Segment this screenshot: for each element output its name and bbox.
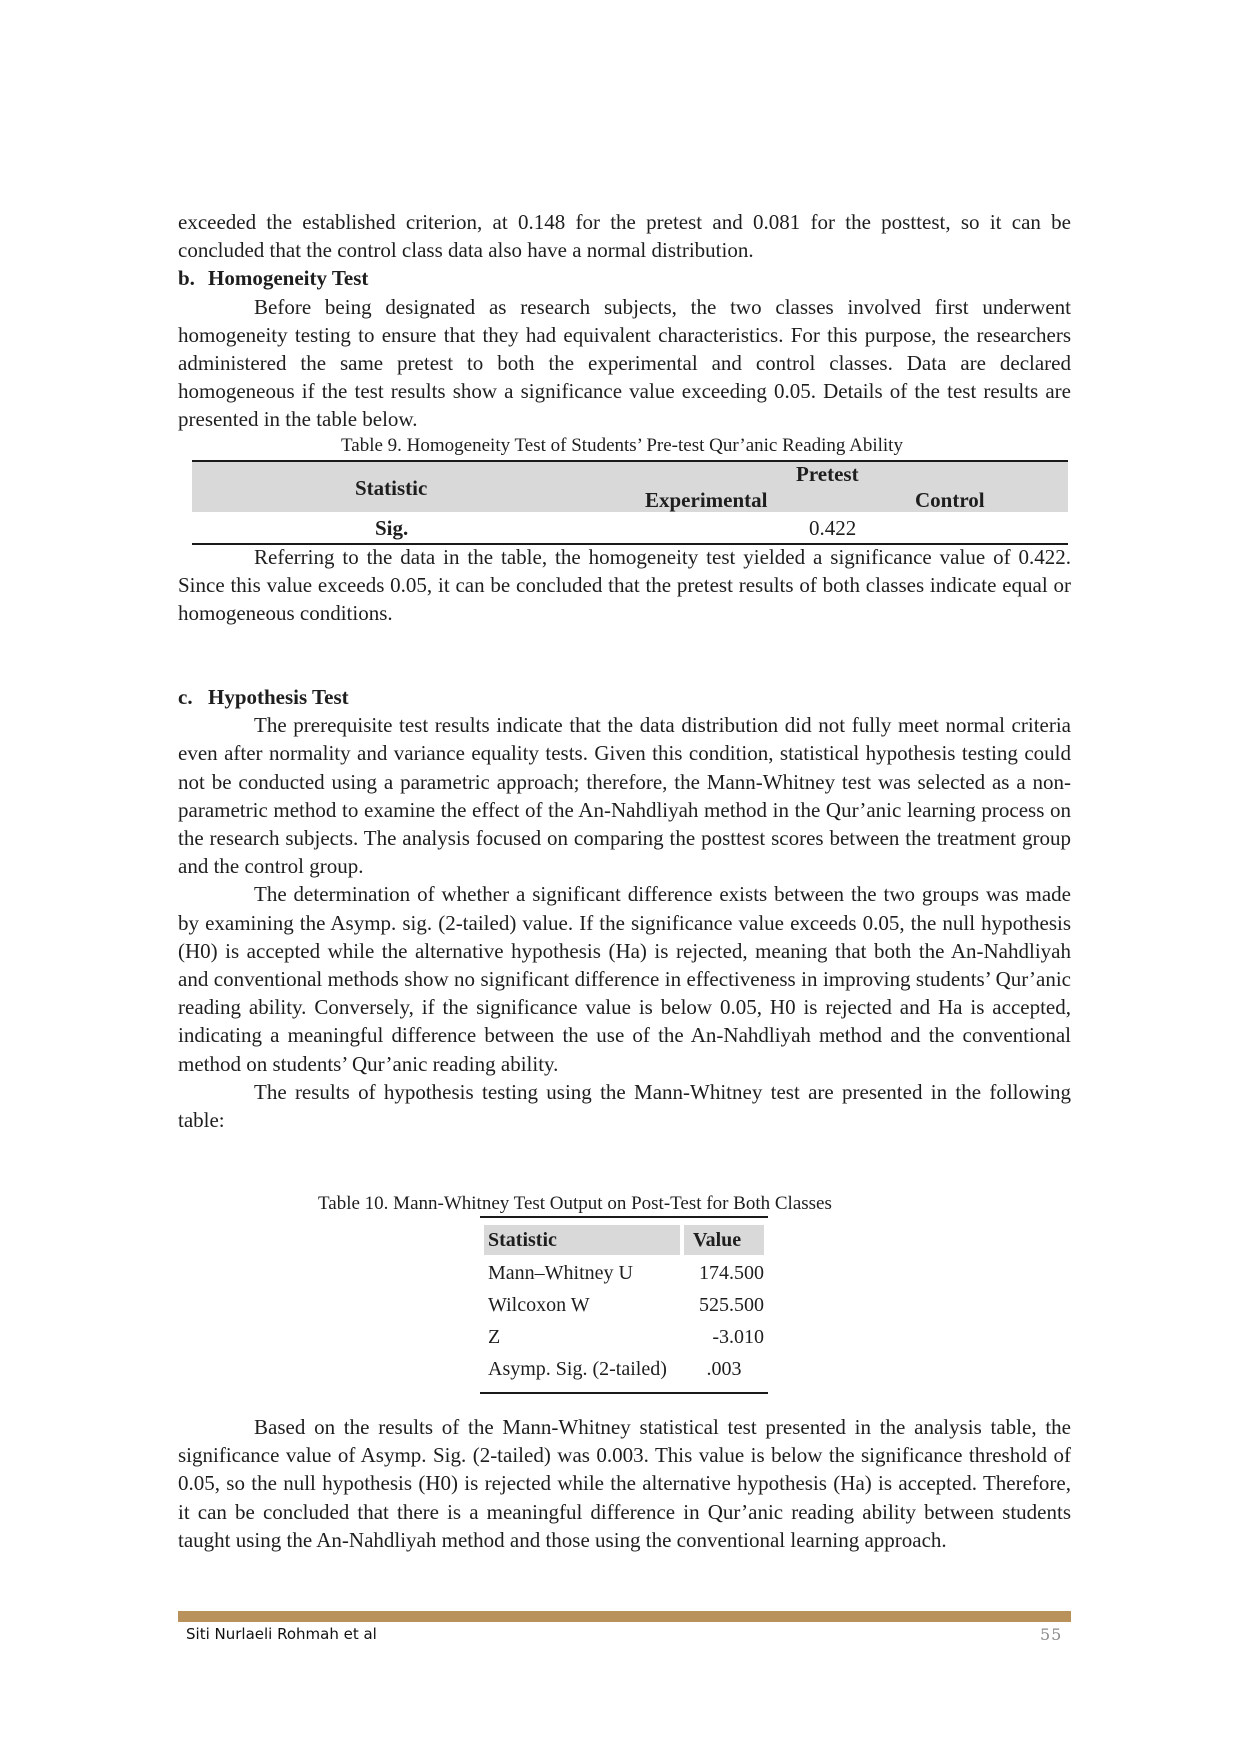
table10-row-value: 525.500 <box>699 1294 764 1316</box>
paragraph-normality-conclusion: exceeded the established criterion, at 0.148 for the pretest and 0.081 for the posttest, so it can be concluded that the control class data also have a normal distribution. <box>178 210 1071 263</box>
body-text-hypothesis <box>178 683 1071 1134</box>
table10-row-statistic: Z <box>488 1326 501 1348</box>
table-rule <box>480 1216 768 1218</box>
table9-pretest-header: Pretest <box>796 462 859 486</box>
paragraph-hypothesis-intro: The prerequisite test results indicate that the data distribution did not fully meet normal criteria even after normality and variance equality tests. Given this condition, statistical hypothesis testing could not be conducted using a parametric approach; therefore, the Mann-Whitney test was selected as a non-parametric method to examine the effect of the An-Nahdliyah method in the Qur’anic learning process on the research subjects. The analysis focused on comparing the posttest scores between the treatment group and the control group. <box>178 713 1071 879</box>
table10-row-value: .003 <box>706 1358 742 1380</box>
table9-control-header: Control <box>915 488 985 512</box>
section-title: Hypothesis Test <box>208 685 349 709</box>
table10-row-statistic: Wilcoxon W <box>488 1294 590 1316</box>
paragraph-decision-rule: The determination of whether a significant difference exists between the two groups was made by examining the Asymp. sig. (2-tailed) value. If the significance value exceeds 0.05, the null hypothesis (H0) is accepted while the alternative hypothesis (Ha) is rejected, meaning that both the An-Nahdliyah and conventional methods show no significant difference in effectiveness in improving students’ Qur’anic reading ability. Conversely, if the significance value is below 0.05, H0 is rejected and Ha is accepted, indicating a meaningful difference between the use of the An-Nahdliyah method and the conventional method on students’ Qur’anic reading ability. <box>178 882 1071 1076</box>
page-number: 55 <box>1040 1625 1063 1644</box>
section-title: Homogeneity Test <box>208 266 369 291</box>
footer-rule <box>178 1611 1071 1622</box>
paragraph-homogeneity-intro: Before being designated as research subjects, the two classes involved first underwent homogeneity testing to ensure that they had equivalent characteristics. For this purpose, the researchers administered the same pretest to both the experimental and control classes. Data are declared homogeneous if the test results show a significance value exceeding 0.05. Details of the test results are presented in the table below. <box>178 294 1071 432</box>
table-rule <box>480 1392 768 1394</box>
table10-header-value: Value <box>693 1229 742 1251</box>
table10-row-statistic: Mann–Whitney U <box>488 1262 633 1284</box>
section-heading-homogeneity <box>178 264 1071 292</box>
body-text-middle <box>178 543 1071 628</box>
table10-row-statistic: Asymp. Sig. (2-tailed) <box>488 1358 667 1380</box>
body-text-top <box>178 208 1071 434</box>
table10-row-value: -3.010 <box>712 1326 764 1348</box>
section-label: b. <box>178 266 195 291</box>
table9-caption: Table 9. Homogeneity Test of Students’ Pre-test Qur’anic Reading Ability <box>341 435 903 456</box>
table9-experimental-header: Experimental <box>645 488 768 512</box>
footer-author: Siti Nurlaeli Rohmah et al <box>186 1625 377 1643</box>
section-heading-hypothesis <box>178 683 1071 711</box>
table9-statistic-header: Statistic <box>355 476 428 500</box>
table9-row-value: 0.422 <box>809 516 857 540</box>
paragraph-test-conclusion: Based on the results of the Mann-Whitney statistical test presented in the analysis table, the significance value of Asymp. Sig. (2-tailed) was 0.003. This value is below the significance threshold of 0.05, so the null hypothesis (H0) is rejected while the alternative hypothesis (Ha) is accepted. Therefore, it can be concluded that there is a meaningful difference in Qur’anic reading ability between students taught using the An-Nahdliyah method and those using the conventional learning approach. <box>178 1415 1071 1552</box>
paragraph-homogeneity-result: Referring to the data in the table, the homogeneity test yielded a significance value of 0.422. Since this value exceeds 0.05, it can be concluded that the pretest results of both classes indicate equal or homogeneous conditions. <box>178 545 1071 626</box>
table10-row-value: 174.500 <box>699 1262 764 1284</box>
table10 <box>480 1216 768 1394</box>
body-text-bottom <box>178 1413 1071 1554</box>
section-label: c. <box>178 685 193 709</box>
paragraph-table10-intro: The results of hypothesis testing using the Mann-Whitney test are presented in the following table: <box>178 1079 1071 1133</box>
table9-row-label: Sig. <box>375 516 409 540</box>
table10-caption: Table 10. Mann-Whitney Test Output on Post-Test for Both Classes <box>318 1193 832 1214</box>
table10-header-statistic: Statistic <box>488 1229 557 1251</box>
